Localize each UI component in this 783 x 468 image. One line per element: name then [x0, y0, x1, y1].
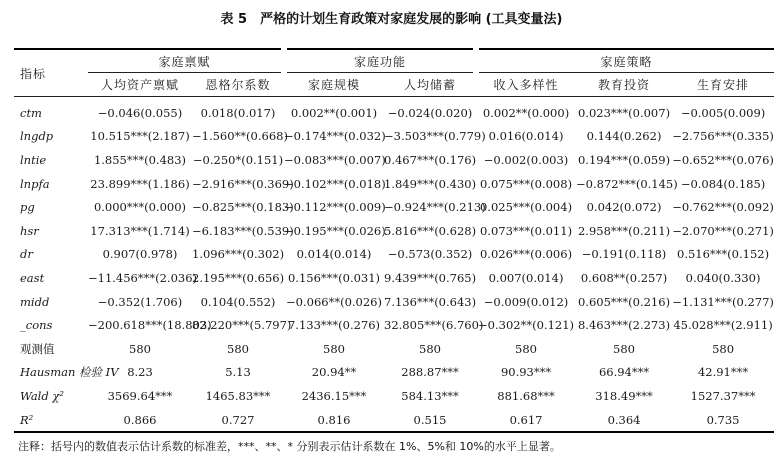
table-cell: 90.93*** [500, 365, 552, 380]
table-cell: −3.503***(0.779) [384, 129, 486, 144]
col-header: 人均资产禀赋 [88, 73, 192, 97]
table-cell: −0.195***(0.026) [284, 223, 386, 238]
table-cell: −0.084(0.185) [680, 176, 766, 191]
table-cell: 0.515 [384, 408, 476, 433]
table-cell: −2.916***(0.369) [192, 176, 294, 191]
table-cell: −1.131***(0.277) [672, 294, 774, 309]
table-cell: 0.018(0.017) [200, 105, 276, 120]
col-header: 教育投资 [576, 73, 672, 97]
table-cell: 1527.37*** [690, 388, 756, 403]
table-note: 注释：括号内的数值表示估计系数的标准差，***、**、* 分别表示估计系数在 1%、5%和 10%的水平上显著。 [18, 440, 561, 453]
table-cell: 42.91*** [697, 365, 749, 380]
table-cell: 0.025***(0.004) [479, 200, 573, 215]
group-header-function: 家庭功能 [284, 49, 476, 73]
table-cell: 0.467***(0.176) [384, 152, 477, 167]
col-header: 生育安排 [672, 73, 774, 97]
row-label: 观测值 [20, 341, 55, 356]
row-label: pg [20, 200, 35, 215]
col-header: 收入多样性 [476, 73, 576, 97]
table-row [14, 172, 774, 196]
table-cell: 0.194***(0.059) [577, 152, 671, 167]
row-label: east [20, 270, 45, 285]
row-label: midd [20, 294, 50, 309]
table-cell: −0.250*(0.151) [192, 152, 284, 167]
table-cell: −0.102***(0.018) [284, 176, 386, 191]
table-cell: −0.191(0.118) [581, 247, 667, 262]
table-cell: 0.014(0.014) [296, 247, 372, 262]
table-cell: 7.136***(0.643) [384, 294, 477, 309]
header-group-row [14, 49, 774, 73]
table-title: 表 5 严格的计划生育政策对家庭发展的影响 (工具变量法) [220, 12, 563, 27]
table-cell: 0.007(0.014) [488, 270, 564, 285]
row-label: Hausman 检验 IV [20, 365, 119, 380]
row-label: ctm [20, 105, 42, 120]
table-cell: 0.042(0.072) [586, 200, 662, 215]
table-cell: −2.070***(0.271) [672, 223, 774, 238]
table-cell: 0.907(0.978) [102, 247, 178, 262]
row-label: R² [14, 408, 88, 433]
row-label: _cons [20, 318, 53, 333]
table-cell: 580 [613, 341, 635, 356]
table-cell: 0.605***(0.216) [577, 294, 671, 309]
table-cell: −0.652***(0.076) [672, 152, 774, 167]
table-cell: 0.617 [476, 408, 576, 433]
table-cell: −0.302**(0.121) [478, 318, 574, 333]
table-cell: 0.016(0.014) [488, 129, 564, 144]
table-cell: 45.028***(2.911) [673, 318, 773, 333]
table-cell: 0.000***(0.000) [93, 200, 187, 215]
table-cell: 10.515***(2.187) [90, 129, 190, 144]
table-row [14, 243, 774, 267]
table-cell: 580 [515, 341, 537, 356]
table-cell: 0.002**(0.000) [482, 105, 570, 120]
table-cell: 32.805***(6.760) [384, 318, 484, 333]
table-cell: 1.855***(0.483) [93, 152, 187, 167]
table-cell: 2.958***(0.211) [577, 223, 671, 238]
table-row [14, 384, 774, 408]
table-row [14, 313, 774, 337]
table-cell: 1.096***(0.302) [192, 247, 285, 262]
table-body [14, 97, 774, 433]
group-header-strategy: 家庭策略 [476, 49, 774, 73]
table-cell: 0.735 [672, 408, 774, 433]
table-cell: 8.23 [127, 365, 153, 380]
table-cell: 0.075***(0.008) [479, 176, 573, 191]
table-cell: 580 [227, 341, 249, 356]
table-cell: 0.156***(0.031) [287, 270, 381, 285]
table-cell: −0.352(1.706) [97, 294, 183, 309]
table-cell: −1.560**(0.668) [192, 129, 288, 144]
table-cell: 0.816 [284, 408, 384, 433]
table-cell: −0.924***(0.213) [384, 200, 486, 215]
table-cell: −0.005(0.009) [680, 105, 766, 120]
col-header: 人均储蓄 [384, 73, 476, 97]
table-cell: −0.046(0.055) [97, 105, 183, 120]
col-header: 家庭规模 [284, 73, 384, 97]
table-cell: 5.13 [225, 365, 251, 380]
table-row [14, 290, 774, 314]
table-row [14, 337, 774, 361]
row-label: hsr [20, 223, 39, 238]
table-cell: 0.516***(0.152) [677, 247, 770, 262]
header-column-row [14, 73, 774, 97]
table-cell: 66.94*** [598, 365, 650, 380]
table-cell: 584.13*** [401, 388, 459, 403]
table-cell: 1465.83*** [205, 388, 271, 403]
table-cell: 580 [712, 341, 735, 356]
table-cell: 82.220***(5.797) [192, 318, 292, 333]
regression-table [14, 48, 774, 433]
table-row [14, 125, 774, 149]
table-cell: −6.183***(0.539) [192, 223, 294, 238]
table-cell: −0.009(0.012) [483, 294, 569, 309]
table-cell: −11.456***(2.036) [88, 270, 198, 285]
table-cell: 881.68*** [497, 388, 555, 403]
table-cell: 0.866 [88, 408, 192, 433]
row-label-header: 指标 [14, 49, 88, 97]
table-cell: 2436.15*** [301, 388, 367, 403]
table-cell: 0.073***(0.011) [479, 223, 573, 238]
table-cell: 23.899***(1.186) [90, 176, 190, 191]
table-cell: 3569.64*** [107, 388, 173, 403]
table-cell: −0.872***(0.145) [576, 176, 678, 191]
table-cell: −200.618***(18.803) [88, 318, 212, 333]
table-cell: 0.144(0.262) [586, 129, 662, 144]
table-cell: −0.573(0.352) [387, 247, 473, 262]
table-cell: 580 [419, 341, 441, 356]
table-cell: 1.849***(0.430) [384, 176, 477, 191]
table-cell: −0.112***(0.009) [284, 200, 386, 215]
table-row [14, 97, 774, 125]
table-cell: −0.762***(0.092) [672, 200, 774, 215]
table-cell: 0.364 [576, 408, 672, 433]
table-cell: −0.083***(0.007) [284, 152, 386, 167]
row-label: lngdp [20, 129, 54, 144]
table-cell: 8.463***(2.273) [577, 318, 671, 333]
table-row [14, 266, 774, 290]
table-cell: 2.195***(0.656) [192, 270, 285, 285]
table-cell: 20.94** [311, 365, 357, 380]
table-cell: 580 [323, 341, 345, 356]
table-row [14, 195, 774, 219]
table-cell: 0.026***(0.006) [479, 247, 573, 262]
table-row [14, 408, 774, 433]
table-cell: −0.066**(0.026) [286, 294, 382, 309]
table-cell: 17.313***(1.714) [90, 223, 190, 238]
table-cell: 0.727 [192, 408, 284, 433]
table-row [14, 148, 774, 172]
table-cell: 0.608**(0.257) [580, 270, 668, 285]
col-header: 恩格尔系数 [192, 73, 284, 97]
table-cell: 0.040(0.330) [685, 270, 761, 285]
table-cell: 0.023***(0.007) [577, 105, 671, 120]
table-cell: 580 [129, 341, 151, 356]
table-cell: 9.439***(0.765) [384, 270, 477, 285]
table-cell: 7.133***(0.276) [287, 318, 381, 333]
table-cell: −0.024(0.020) [387, 105, 473, 120]
group-header-endowment: 家庭禀赋 [88, 49, 284, 73]
table-cell: 0.002**(0.001) [290, 105, 378, 120]
table-cell: −0.825***(0.183) [192, 200, 294, 215]
table-cell: 5.816***(0.628) [384, 223, 477, 238]
table-cell: 288.87*** [401, 365, 459, 380]
row-label: dr [20, 247, 33, 262]
table-cell: 318.49*** [595, 388, 653, 403]
row-label: Wald χ² [20, 388, 64, 403]
row-label: lntie [20, 152, 47, 167]
table-cell: 0.104(0.552) [200, 294, 276, 309]
row-label: lnpfa [20, 176, 50, 191]
table-cell: −0.174***(0.032) [284, 129, 386, 144]
table-row [14, 361, 774, 385]
table-cell: −0.002(0.003) [483, 152, 569, 167]
table-cell: −2.756***(0.335) [672, 129, 774, 144]
table-row [14, 219, 774, 243]
